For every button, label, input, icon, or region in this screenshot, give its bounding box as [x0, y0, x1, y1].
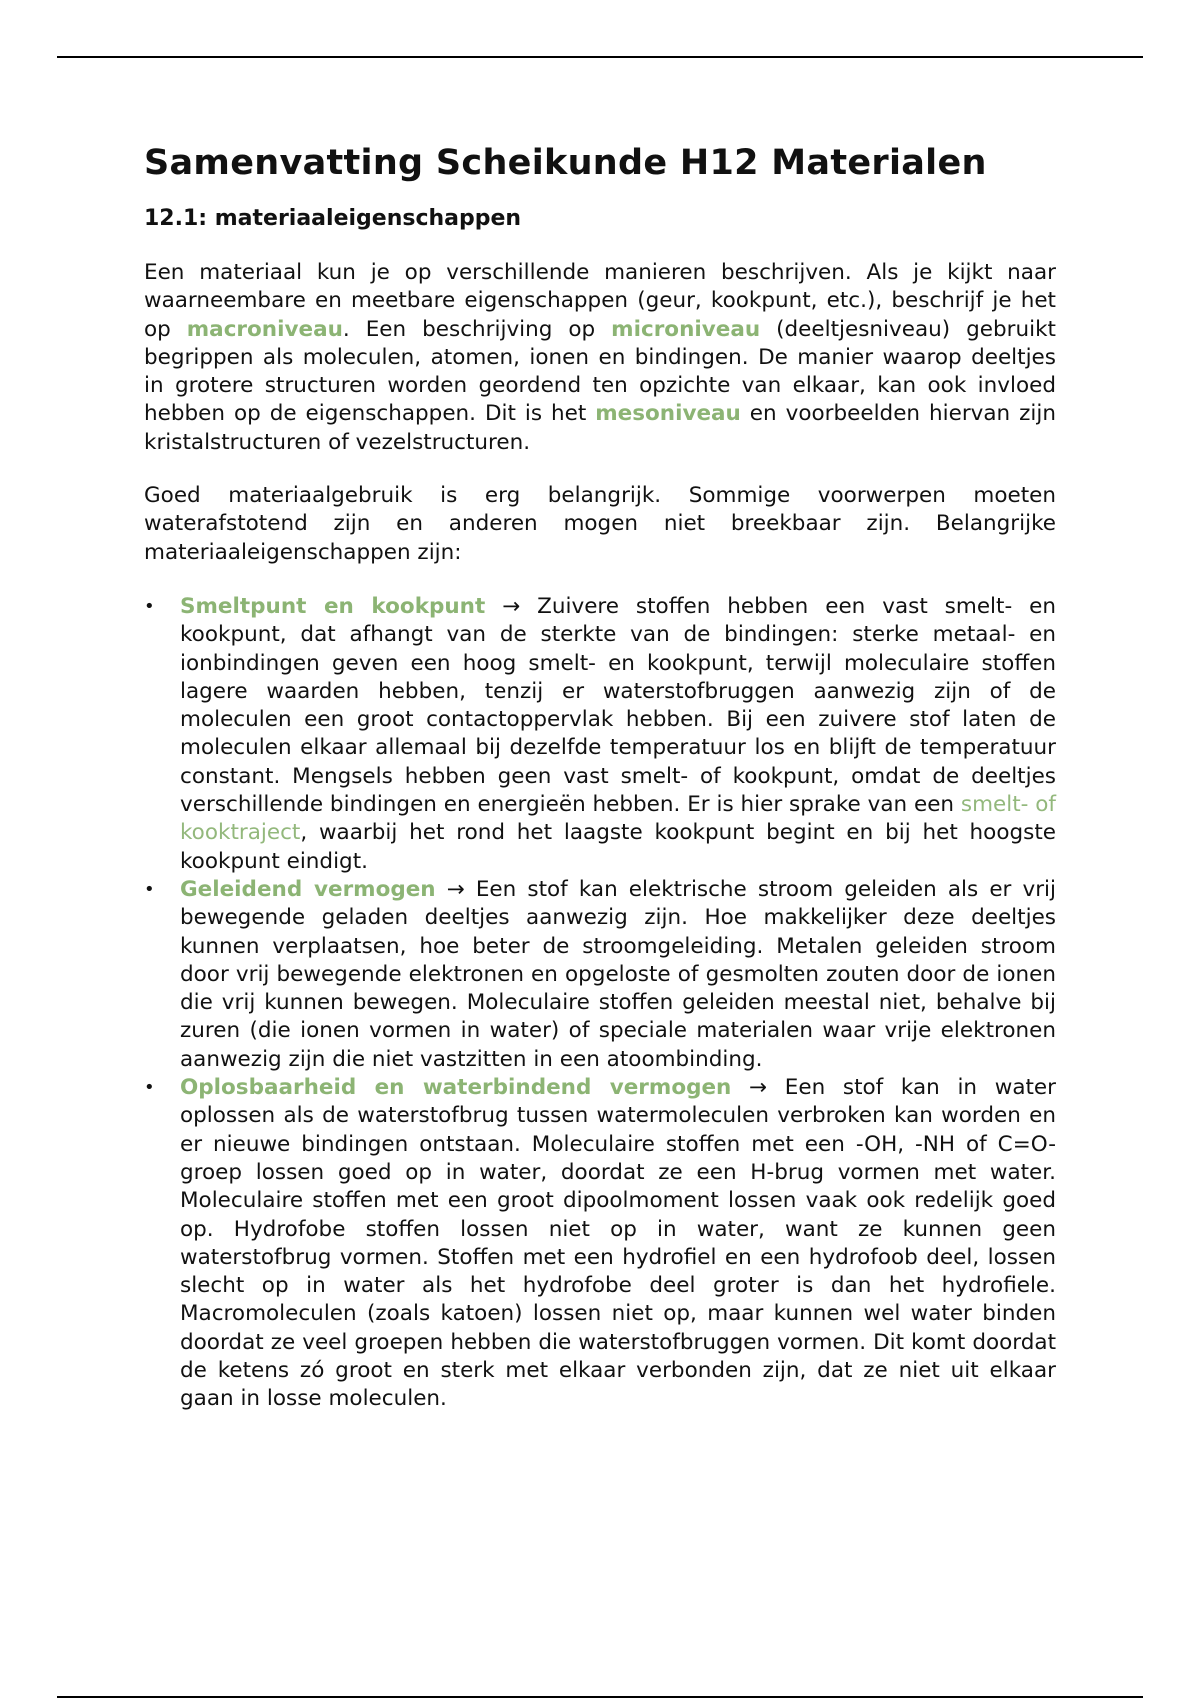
intro-text-3: (deeltjesniveau) gebruikt begrippen als moleculen, atomen, ionen en bindingen. De manier waarop deeltjes in grotere structuren worden geordend ten opzichte van elkaar, kan ook invloed hebben op de eigenschappen. Dit is het: [144, 316, 1056, 427]
term-geleidend-vermogen: Geleidend vermogen: [180, 876, 436, 902]
bullet: •: [144, 878, 155, 900]
list-item-oplosbaarheid: [144, 1074, 1056, 1414]
usage-paragraph: Goed materiaalgebruik is erg belangrijk. Sommige voorwerpen moeten waterafstotend zijn en anderen mogen niet breekbaar zijn. Belangrijke materiaaleigenschappen zijn:: [144, 483, 1056, 565]
footer-rule: [57, 1696, 1143, 1698]
page-title: Samenvatting Scheikunde H12 Materialen: [144, 143, 987, 183]
bullet: •: [144, 1077, 155, 1099]
intro-text-2: . Een beschrijving op: [342, 316, 612, 342]
header-rule: [57, 56, 1143, 58]
term-smelt-kooktraject: smelt- of kooktraject: [180, 792, 1056, 846]
term-oplosbaarheid: Oplosbaarheid en waterbindend vermogen: [180, 1075, 732, 1101]
smeltpunt-text-2: , waarbij het rond het laagste kookpunt begint en bij het hoogste kookpunt eindigt.: [180, 820, 1056, 874]
intro-paragraph: [144, 259, 1056, 457]
document-body: [144, 138, 1056, 1414]
term-mesoniveau: mesoniveau: [595, 401, 741, 427]
smeltpunt-text-1: → Zuivere stoffen hebben een vast smelt- en kookpunt, dat afhangt van de sterkte van de bindingen: sterke metaal- en ionbindingen geven een hoog smelt- en kookpunt, terwijl moleculaire stoffen lagere waarden hebben, tenzij er waterstofbruggen aanwezig zijn of de moleculen een groot contactoppervlak hebben. Bij een zuivere stof laten de moleculen elkaar allemaal bij dezelfde temperatuur los en blijft de temperatuur constant. Mengsels hebben geen vast smelt- of kookpunt, omdat de deeltjes verschillende bindingen en energieën hebben. Er is hier sprake van een: [180, 593, 1056, 818]
term-microniveau: microniveau: [611, 316, 761, 342]
list-item-geleidend: [144, 876, 1056, 1074]
term-smeltpunt-kookpunt: Smeltpunt en kookpunt: [180, 593, 486, 619]
bullet: •: [144, 595, 155, 617]
term-macroniveau: macroniveau: [186, 316, 343, 342]
intro-text-1: Een materiaal kun je op verschillende manieren beschrijven. Als je kijkt naar waarneembare en meetbare eigenschappen (geur, kookpunt, etc.), beschrijf je het op: [144, 260, 1056, 342]
oplosbaarheid-text: → Een stof kan in water oplossen als de waterstofbrug tussen watermoleculen verbroken kan worden en er nieuwe bindingen ontstaan. Moleculaire stoffen met een -OH, -NH of C=O-groep lossen goed op in water, doordat ze een H-brug vormen met water. Moleculaire stoffen met een groot dipoolmoment lossen vaak ook redelijk goed op. Hydrofobe stoffen lossen niet op in water, want ze kunnen geen waterstofbrug vormen. Stoffen met een hydrofiel en een hydrofoob deel, lossen slecht op in water als het hydrofobe deel groter is dan het hydrofiele. Macromoleculen (zoals katoen) lossen niet op, maar kunnen wel water binden doordat ze veel groepen hebben die waterstofbruggen vormen. Dit komt doordat de ketens zó groot en sterk met elkaar verbonden zijn, dat ze niet uit elkaar gaan in losse moleculen.: [180, 1075, 1057, 1412]
geleidend-text: → Een stof kan elektrische stroom geleiden als er vrij bewegende geladen deeltjes aanwezig zijn. Hoe makkelijker deze deeltjes kunnen verplaatsen, hoe beter de stroomgeleiding. Metalen geleiden stroom door vrij bewegende elektronen en opgeloste of gesmolten zouten door de ionen die vrij kunnen bewegen. Moleculaire stoffen geleiden meestal niet, behalve bij zuren (die ionen vormen in water) of speciale materialen waar vrije elektronen aanwezig zijn die niet vastzitten in een atoombinding.: [180, 876, 1057, 1072]
section-heading: 12.1: materiaaleigenschappen: [144, 206, 522, 231]
list-item-smeltpunt: [144, 593, 1056, 876]
intro-text-4: en voorbeelden hiervan zijn kristalstructuren of vezelstructuren.: [144, 401, 1056, 455]
property-list: [144, 593, 1056, 1414]
